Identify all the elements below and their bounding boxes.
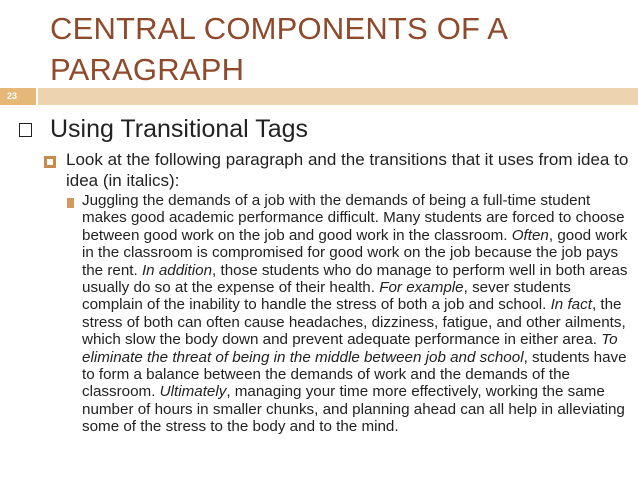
transition-phrase: To eliminate the threat of being in the middle between job and school (82, 331, 618, 366)
level1-bullet-text: Using Transitional Tags (50, 115, 309, 143)
page-number: 23 (0, 88, 36, 105)
checkbox-bullet-icon (19, 123, 32, 137)
slide-title: CENTRAL COMPONENTS OF A PARAGRAPH (50, 11, 507, 87)
paragraph-text-segment: , the stress of both can often cause headaches, dizziness, fatigue, and other ailments, which slow the body down and prevent adequate performance in either area. (82, 296, 626, 349)
level2-bullet-text: Look at the following paragraph and the transitions that it uses from idea to idea (in italics): (66, 150, 629, 190)
transition-phrase: For example (379, 279, 464, 297)
small-square-bullet-icon (67, 198, 74, 208)
transition-phrase: In fact (550, 296, 592, 314)
paragraph-text-segment: , sever students complain of the inability to handle the stress of both a job and school. (82, 279, 571, 314)
paragraph-text-segment: Juggling the demands of a job with the demands of being a full-time student makes good academic performance difficult. Many students are forced to choose between good work on the job and good work in the classroom. (82, 192, 625, 244)
paragraph-text-segment: , those students who do manage to perform well in both areas usually do so at the expense of their health. (82, 261, 628, 297)
transition-phrase: Often (511, 226, 549, 244)
example-paragraph (82, 192, 634, 436)
paragraph-text-segment: , students have to form a balance between the demands of work and the demands of the classroom. (82, 348, 627, 401)
paragraph-text-segment: , managing your time more effectively, working the same number of hours in smaller chunks, and planning ahead can all help in alleviating some of the stress to the body and to the mind. (82, 383, 625, 436)
square-bullet-icon (44, 156, 56, 168)
transition-phrase: In addition (141, 261, 213, 279)
title-divider-bar (38, 88, 638, 105)
paragraph-text-segment: , good work in the classroom is compromised for good work on the job because the job pays the rent. (82, 226, 628, 279)
transition-phrase: Ultimately (159, 383, 227, 401)
